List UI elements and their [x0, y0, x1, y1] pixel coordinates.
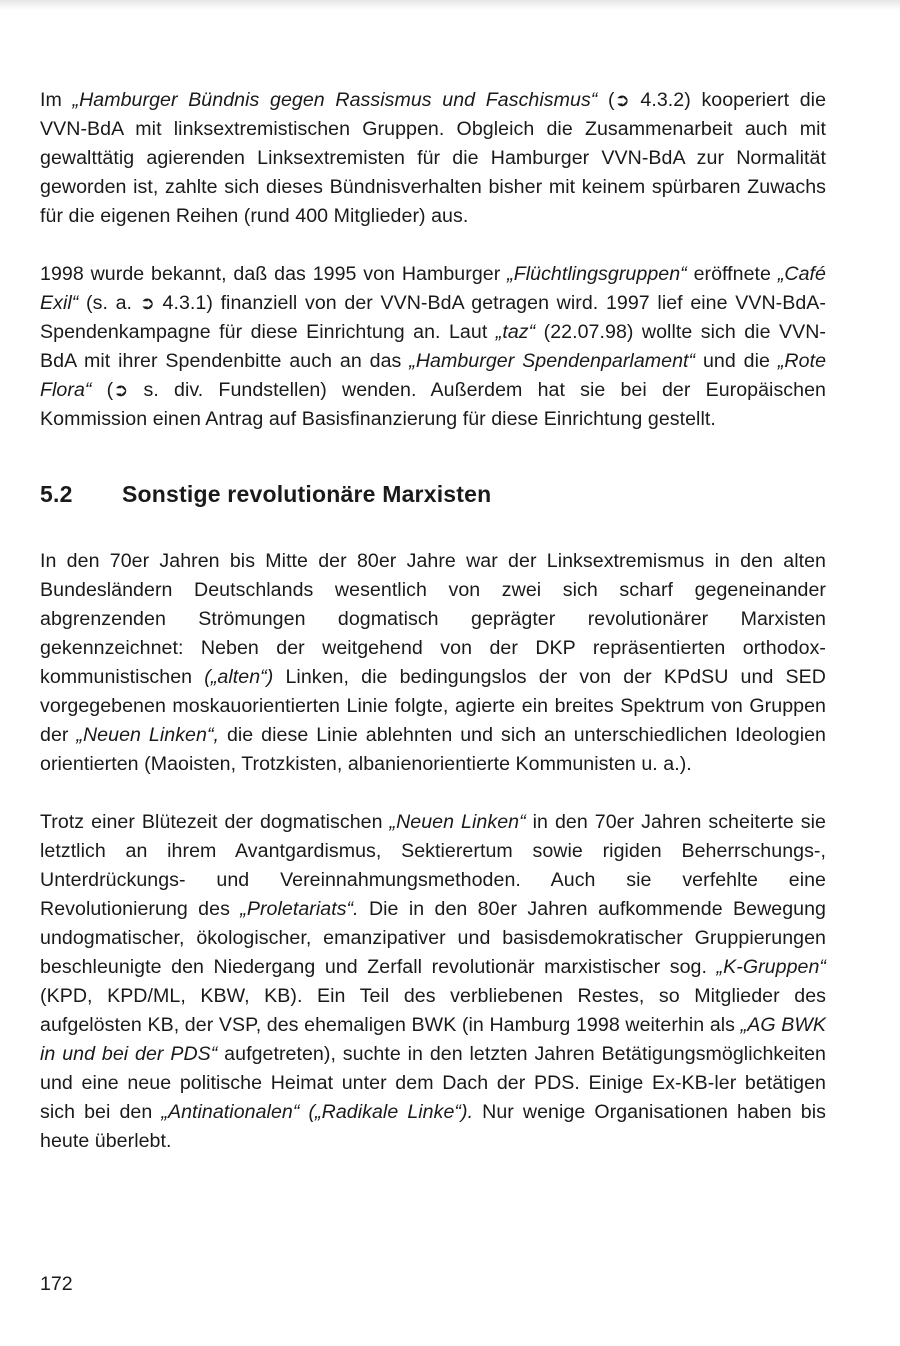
text-run: 4.3.1) finanziell von der VVN-BdA getragen wird. 1997 lief eine VVN-BdA-Spendenkampagne für diese Einrichtung an. Laut [40, 292, 826, 343]
text-run: Trotz einer Blütezeit der dogmatischen [40, 811, 390, 833]
text-run: Im [40, 89, 73, 111]
section-heading-block [40, 479, 826, 509]
paragraph-vvn-bda-buendnis [40, 86, 826, 231]
text-run: Die in den 80er Jahren aufkommende Bewegung undogmatischer, ökologischer, emanzipativer und basisdemokratischer Gruppierungen beschleunigte den Niedergang und Zerfall revolutionär marxistischer sog. [40, 898, 827, 978]
text-run: die diese Linie ablehnten und sich an unterschiedlichen Ideologien orientierten (Maoisten, Trotzkisten, albanienorientierte Kommunisten u. a.). [40, 724, 826, 775]
cross-reference-arrow-icon: ➲ [113, 380, 129, 401]
cross-reference-arrow-icon: ➲ [614, 90, 630, 111]
text-run: Nur wenige Organisationen haben bis heute überlebt. [40, 1101, 826, 1152]
text-run: aufgetreten), suchte in den letzten Jahren Betätigungsmöglichkeiten und eine neue politische Heimat unter dem Dach der PDS. Einige Ex-KB-ler betätigen sich bei den [40, 1043, 826, 1123]
section-number: 5.2 [40, 481, 73, 507]
section-heading [40, 479, 826, 509]
emphasis-k-gruppen: „K-Gruppen“ [716, 956, 826, 978]
text-run: (KPD, KPD/ML, KBW, KB). Ein Teil des verbliebenen Restes, so Mitglieder des aufgelösten KB, der VSP, des ehemaligen BWK (in Hamburg 1998 weiterhin als [40, 985, 826, 1036]
page-number: 172 [40, 1273, 73, 1295]
paragraph-bluetezeit [40, 808, 826, 1156]
emphasis-neuen-linken: „Neuen Linken“, [76, 724, 220, 746]
emphasis-taz: „taz“ [495, 321, 536, 343]
emphasis-rote-flora: „Rote Flora“ [40, 350, 827, 401]
emphasis-antinationalen: „Antinationalen“ („Radikale Linke“). [161, 1101, 474, 1123]
emphasis-hamburger-buendnis: „Hamburger Bündnis gegen Rassismus und Faschismus“ [72, 89, 598, 111]
text-run: (s. a. [78, 292, 140, 314]
emphasis-cafe-exil: „Café Exil“ [40, 263, 826, 314]
text-run: (22.07.98) wollte sich die VVN-BdA mit ihrer Spendenbitte auch an das [40, 321, 826, 372]
page-body [40, 86, 826, 1156]
paragraph-70er-jahre [40, 547, 826, 779]
text-run: Linken, die bedingungslos der von der KPdSU und SED vorgegebenen moskauorientierten Linie folgte, agierte ein breites Spektrum von Gruppen der [40, 666, 826, 746]
emphasis-fluechtlingsgruppen: „Flüchtlingsgruppen“ [507, 263, 687, 285]
text-run: In den 70er Jahren bis Mitte der 80er Jahre war der Linksextremismus in den alten Bundesländern Deutschlands wesentlich von zwei sich scharf gegeneinander abgrenzenden Strömungen dogmatisch geprägter revolutionärer Marxisten gekennzeichnet: Neben der weitgehend von der DKP repräsentierten orthodox-kommunistischen [40, 550, 826, 688]
emphasis-ag-bwk: „AG BWK in und bei der PDS“ [40, 1014, 826, 1065]
emphasis-neuen-linken: „Neuen Linken“ [389, 811, 526, 833]
emphasis-alten: („alten“) [204, 666, 274, 688]
text-run: und die [695, 350, 778, 372]
scan-top-edge [0, 0, 900, 10]
text-run: in den 70er Jahren scheiterte sie letztlich an ihrem Avantgardismus, Sektierertum sowie rigiden Beherrschungs-, Unterdrückungs- und Vereinnahmungsmethoden. Auch sie verfehlte eine Revolutionierung des [40, 811, 826, 920]
paragraph-cafe-exil [40, 260, 826, 434]
section-title: Sonstige revolutionäre Marxisten [122, 481, 492, 507]
text-run: ( [91, 379, 114, 401]
cross-reference-arrow-icon: ➲ [139, 293, 155, 314]
emphasis-spendenparlament: „Hamburger Spendenparlament“ [409, 350, 696, 372]
text-run: eröffnete [686, 263, 778, 285]
text-run: s. div. Fundstellen) wenden. Außerdem hat sie bei der Europäischen Kommission einen Antrag auf Basisfinanzierung für diese Einrichtung gestellt. [40, 379, 826, 430]
text-run: 1998 wurde bekannt, daß das 1995 von Hamburger [40, 263, 508, 285]
text-run: 4.3.2) kooperiert die VVN-BdA mit linksextremistischen Gruppen. Obgleich die Zusammenarbeit auch mit gewalttätig agierenden Linksextremisten für die Hamburger VVN-BdA zur Normalität geworden ist, zahlte sich dieses Bündnisverhalten bisher mit keinem spürbaren Zuwachs für die eigenen Reihen (rund 400 Mitglieder) aus. [40, 89, 827, 227]
emphasis-proletariats: „Proletariats“. [240, 898, 359, 920]
text-run: ( [597, 89, 615, 111]
